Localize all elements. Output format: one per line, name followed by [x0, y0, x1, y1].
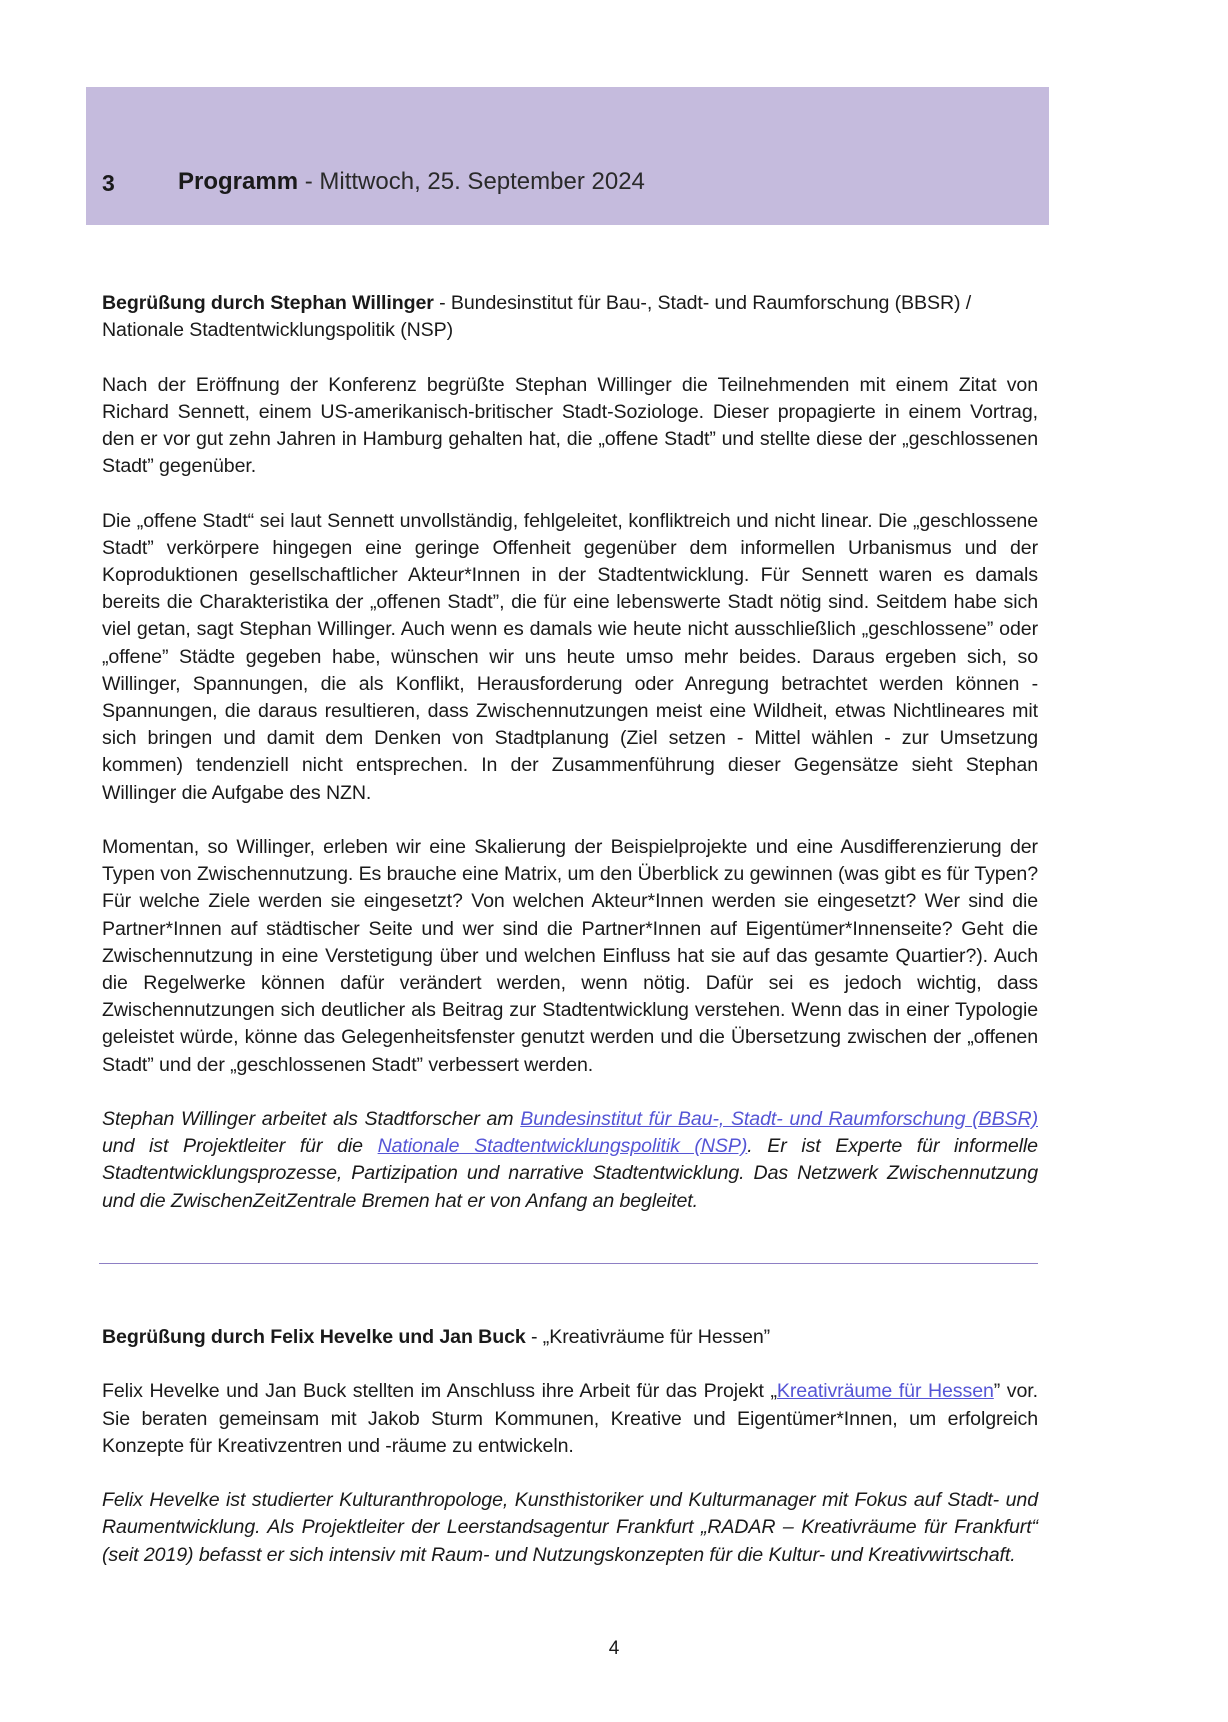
hevelke-heading [102, 1324, 1038, 1351]
page-number: 4 [608, 1638, 620, 1659]
section-title [178, 168, 645, 196]
hevelke-heading-project: - „Kreativräume für Hessen” [525, 1326, 771, 1348]
section-number: 3 [102, 170, 115, 196]
willinger-heading-affiliation: - Bundesinstitut für Bau-, Stadt- und Raumforschung (BBSR) / Nationale Stadtentwicklungspolitik (NSP) [102, 292, 972, 342]
hevelke-intro [102, 1378, 1038, 1460]
bbsr-link[interactable]: Bundesinstitut für Bau-, Stadt- und Raumforschung (BBSR) [520, 1108, 1038, 1131]
willinger-bio [102, 1106, 1038, 1215]
section-title-date: - Mittwoch, 25. September 2024 [298, 168, 645, 195]
hevelke-heading-bold: Begrüßung durch Felix Hevelke und Jan Buck [102, 1326, 526, 1348]
section-title-bold: Programm [178, 168, 299, 195]
willinger-heading-bold: Begrüßung durch Stephan Willinger [102, 292, 434, 314]
hevelke-intro-text-2: ” vor. Sie beraten gemeinsam mit Jakob Sturm Kommunen, Kreative und Eigentümer*Innen, um erfolgreich Konzepte für Kreativzentren und -räume zu entwickeln. [102, 1380, 1038, 1457]
section-hevelke-buck [102, 1324, 1038, 1569]
kreativraeume-link[interactable]: Kreativräume für Hessen [776, 1380, 994, 1403]
willinger-paragraph-2: Die „offene Stadt“ sei laut Sennett unvollständig, fehlgeleitet, konfliktreich und nicht linear. Die „geschlossene Stadt” verkörpere hingegen eine geringe Offenheit gegenüber dem informellen Urbanismus und der Koproduktionen gesellschaftlicher Akteur*Innen in der Stadtentwicklung. Für Sennett waren es damals bereits die Charakteristika der „offenen Stadt”, die für eine lebenswerte Stadt nötig sind. Seitdem habe sich viel getan, sagt Stephan Willinger. Auch wenn es damals wie heute nicht ausschließlich „geschlossene” oder „offene” Städte gegeben habe, wünschen wir uns heute umso mehr beides. Daraus ergeben sich, so Willinger, Spannungen, die als Konflikt, Herausforderung oder Anregung betrachtet werden können - Spannungen, die daraus resultieren, dass Zwischennutzungen meist eine Wildheit, etwas Nichtlineares mit sich bringen und damit dem Denken von Stadtplanung (Ziel setzen - Mittel wählen - zur Umsetzung kommen) tendenziell nicht entsprechen. In der Zusammenführung dieser Gegensätze sieht Stephan Willinger die Aufgabe des NZN. [102, 509, 1038, 804]
section-willinger [102, 290, 1038, 1215]
hevelke-bio: Felix Hevelke ist studierter Kulturanthropologe, Kunsthistoriker und Kulturmanager mit Fokus auf Stadt- und Raumentwicklung. Als Projektleiter der Leerstandsagentur Frankfurt „RADAR – Kreativräume für Frankfurt“ (seit 2019) befasst er sich intensiv mit Raum- und Nutzungskonzepten für die Kultur- und Kreativwirtschaft. [102, 1489, 1038, 1566]
willinger-bio-text-3: . Er ist Experte für informelle Stadtentwicklungsprozesse, Partizipation und narrative Stadtentwicklung. Das Netzwerk Zwischennutzung und die ZwischenZeitZentrale Bremen hat er von Anfang an begleitet. [102, 1135, 1038, 1212]
willinger-bio-text-1: Stephan Willinger arbeitet als Stadtforscher am [102, 1108, 521, 1131]
willinger-paragraph-1: Nach der Eröffnung der Konferenz begrüßte Stephan Willinger die Teilnehmenden mit einem Zitat von Richard Sennett, einem US-amerikanisch-britischer Stadt-Soziologe. Dieser propagierte in einem Vortrag, den er vor gut zehn Jahren in Hamburg gehalten hat, die „offene Stadt” und stellte diese der „geschlossenen Stadt” gegenüber. [102, 373, 1038, 478]
willinger-paragraph-3: Momentan, so Willinger, erleben wir eine Skalierung der Beispielprojekte und eine Ausdifferenzierung der Typen von Zwischennutzung. Es brauche eine Matrix, um den Überblick zu gewinnen (was gibt es für Typen? Für welche Ziele werden sie eingesetzt? Von welchen Akteur*Innen werden sie eingesetzt? Wer sind die Partner*Innen auf städtischer Seite und wer sind die Partner*Innen auf Eigentümer*Innenseite? Geht die Zwischennutzung in eine Verstetigung über und welchen Einfluss hat sie auf das gesamte Quartier?). Auch die Regelwerke können dafür verändert werden, wenn nötig. Dafür sei es jedoch wichtig, dass Zwischennutzungen sich deutlicher als Beitrag zur Stadtentwicklung verstehen. Wenn das in einer Typologie geleistet würde, könne das Gelegenheitsfenster genutzt werden und die Übersetzung zwischen der „offenen Stadt” und der „geschlossenen Stadt” verbessert werden. [102, 836, 1038, 1076]
willinger-bio-text-2: und ist Projektleiter für die [102, 1135, 378, 1158]
hevelke-intro-text-1: Felix Hevelke und Jan Buck stellten im Anschluss ihre Arbeit für das Projekt „ [102, 1380, 777, 1403]
willinger-heading [102, 290, 1038, 344]
nsp-link[interactable]: Nationale Stadtentwicklungspolitik (NSP) [377, 1135, 748, 1158]
section-header-band [86, 87, 1049, 225]
section-divider [99, 1263, 1038, 1264]
